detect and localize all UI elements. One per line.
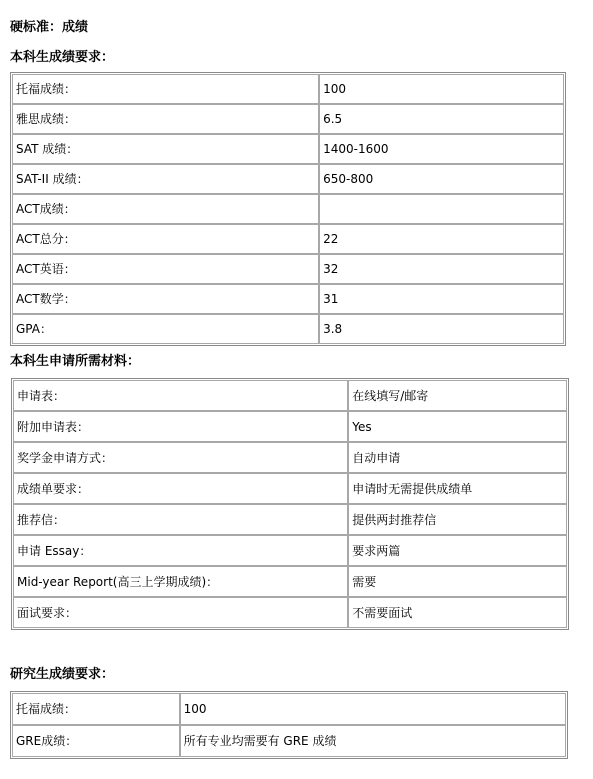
undergrad-score-value-cell: 3.8: [319, 314, 564, 344]
undergrad-score-value-cell: 6.5: [319, 104, 564, 134]
grad-score-row: [12, 725, 566, 757]
undergrad-material-label-cell: 申请 Essay：: [13, 535, 348, 566]
heading-undergrad-scores: 本科生成绩要求：: [10, 50, 115, 65]
undergrad-score-row: [12, 254, 564, 284]
undergrad-score-row: [12, 224, 564, 254]
grad-score-value-cell: 所有专业均需要有 GRE 成绩: [180, 725, 566, 757]
undergrad-material-label-cell: Mid-year Report(高三上学期成绩)：: [13, 566, 348, 597]
grad-score-value-cell: 100: [180, 693, 566, 725]
undergrad-material-label-cell: 附加申请表：: [13, 411, 348, 442]
undergrad-score-label-cell: ACT成绩：: [12, 194, 319, 224]
undergrad-score-row: [12, 164, 564, 194]
undergrad-material-value-cell: Yes: [348, 411, 567, 442]
undergrad-score-value-cell: 22: [319, 224, 564, 254]
undergrad-score-row: [12, 194, 564, 224]
undergrad-score-label-cell: 托福成绩：: [12, 74, 319, 104]
undergrad-score-value-cell: 1400-1600: [319, 134, 564, 164]
undergrad-material-value-cell: 申请时无需提供成绩单: [348, 473, 567, 504]
heading-grad-scores: 研究生成绩要求：: [10, 667, 115, 682]
undergrad-material-value-cell: 自动申请: [348, 442, 567, 473]
undergrad-material-row: [13, 473, 567, 504]
undergrad-score-value-cell: 32: [319, 254, 564, 284]
undergrad-materials-table: [11, 378, 569, 630]
undergrad-score-label-cell: ACT数学：: [12, 284, 319, 314]
undergrad-score-label-cell: SAT-II 成绩：: [12, 164, 319, 194]
undergrad-material-row: [13, 442, 567, 473]
undergrad-material-label-cell: 面试要求：: [13, 597, 348, 628]
undergrad-material-value-cell: 在线填写/邮寄: [348, 380, 567, 411]
undergrad-material-row: [13, 566, 567, 597]
undergrad-material-row: [13, 411, 567, 442]
undergrad-score-value-cell: [319, 194, 564, 224]
undergrad-score-value-cell: 100: [319, 74, 564, 104]
grad-score-row: [12, 693, 566, 725]
heading-undergrad-materials: 本科生申请所需材料：: [10, 354, 141, 369]
undergrad-material-value-cell: 不需要面试: [348, 597, 567, 628]
undergrad-material-row: [13, 597, 567, 628]
undergrad-material-label-cell: 申请表：: [13, 380, 348, 411]
grad-score-label-cell: GRE成绩：: [12, 725, 180, 757]
undergrad-material-value-cell: 要求两篇: [348, 535, 567, 566]
undergrad-score-label-cell: 雅思成绩：: [12, 104, 319, 134]
heading-hard-standard: 硬标准：成绩: [10, 20, 89, 35]
grad-scores-table: [10, 691, 568, 759]
undergrad-scores-table: [10, 72, 566, 346]
undergrad-material-value-cell: 提供两封推荐信: [348, 504, 567, 535]
undergrad-material-row: [13, 380, 567, 411]
undergrad-material-label-cell: 成绩单要求：: [13, 473, 348, 504]
undergrad-score-row: [12, 314, 564, 344]
undergrad-score-value-cell: 650-800: [319, 164, 564, 194]
undergrad-material-label-cell: 推荐信：: [13, 504, 348, 535]
undergrad-material-row: [13, 504, 567, 535]
undergrad-score-label-cell: ACT英语：: [12, 254, 319, 284]
undergrad-score-row: [12, 284, 564, 314]
undergrad-score-value-cell: 31: [319, 284, 564, 314]
undergrad-material-value-cell: 需要: [348, 566, 567, 597]
undergrad-material-row: [13, 535, 567, 566]
undergrad-score-row: [12, 104, 564, 134]
undergrad-score-label-cell: GPA：: [12, 314, 319, 344]
undergrad-score-row: [12, 134, 564, 164]
grad-score-label-cell: 托福成绩：: [12, 693, 180, 725]
undergrad-material-label-cell: 奖学金申请方式：: [13, 442, 348, 473]
undergrad-score-label-cell: ACT总分：: [12, 224, 319, 254]
undergrad-score-label-cell: SAT 成绩：: [12, 134, 319, 164]
undergrad-score-row: [12, 74, 564, 104]
